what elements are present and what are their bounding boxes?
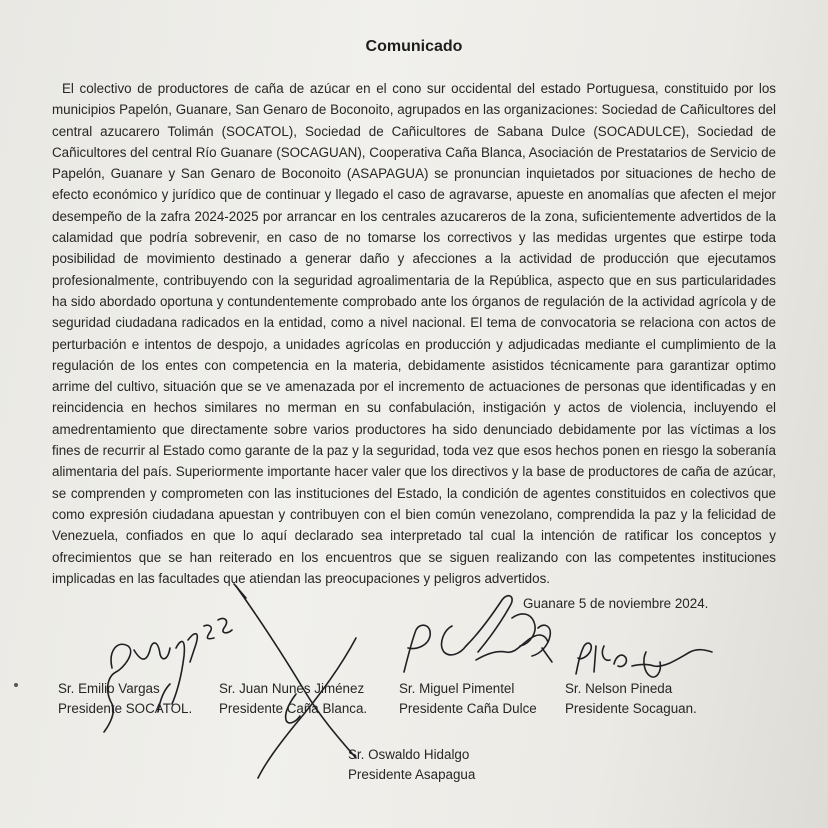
- document-body: El colectivo de productores de caña de azúcar en el cono sur occidental del estado Portuguesa, constituido por los municipios Papelón, Guanare, San Genaro de Boconoito, agrupados en las organizaciones: Sociedad de Cañicultores del central azucarero Tolimán (SOCATOL), Sociedad de Cañicultores de Sabana Dulce (SOCADULCE), Sociedad de Cañicultores del central Río Guanare (SOCAGUAN), Cooperativa Caña Blanca, Asociación de Prestatarios de Servicio de Papelón, Guanare y San Genaro de Boconoito (ASAPAGUA) se pronuncian inquietados por situaciones de hecho de efecto económico y jurídico que de continuar y llegado el caso de agravarse, apueste en anomalías que afecten el mejor desempeño de la zafra 2024-2025 por arrancar en los centrales azucareros de la zona, suficientemente advertidos de la calamidad que podría sobrevenir, en caso de no tomarse los correctivos y las medidas urgentes que estirpe toda posibilidad de movimiento destinado a generar daño y afecciones a la actividad de producción que ejecutamos profesionalmente, contribuyendo con la seguridad agroalimentaria de la República, aspecto que en sus particularidades ha sido abordado oportuna y contundentemente comprobado ante los órganos de regulación de la actividad agrícola y de seguridad ciudadana radicados en la entidad, como a nivel nacional. El tema de convocatoria se relaciona con actos de perturbación e intentos de despojo, a unidades agrícolas en producción y adjudicadas mediante el cumplimiento de la regulación de los entes con competencia en la materia, debidamente asistidos técnicamente para garantizar optimo arrime del cultivo, situación que se ve amenazada por el incremento de actuaciones de personas que identificadas y en reincidencia en hechos similares no merman en su confabulación, instigación y actos de violencia, incluyendo el amedrentamiento que directamente sobre varios productores ha sido denunciado debidamente por las víctimas a los fines de recurrir al Estado como garante de la paz y la seguridad, toda vez que esos hechos ponen en riesgo la soberanía alimentaria del país. Superiormente importante hacer valer que los directivos y la base de productores de caña de azúcar, se comprenden y comprometen con las instituciones del Estado, la condición de agentes constituidos en colectivos que como expresión ciudadana apuestan y contribuyen con el bien común venezolano, comprendida la paz y la felicidad de Venezuela, confiados en que lo aquí declarado sea interpretado tal cual la intención de ratificar los conceptos y ofrecimientos que se han reiterado en los encuentros que se siguen realizando con las competentes instituciones implicadas en las facultades que atiendan las preocupaciones y peligros advertidos.: [52, 81, 776, 586]
- document-title: Comunicado: [365, 38, 463, 55]
- signatory-role: Presidente Socaguan.: [565, 701, 697, 716]
- signatory-name: Sr. Oswaldo Hidalgo: [348, 747, 470, 762]
- signatory-role: Presidente Caña Blanca.: [219, 701, 368, 716]
- signature-block-asapagua: [348, 745, 475, 785]
- signatory-role: Presidente Asapagua: [348, 767, 476, 782]
- signatory-name: Sr. Nelson Pineda: [565, 681, 673, 696]
- stray-ink-dot: [14, 683, 18, 687]
- signatory-name: Sr. Juan Nunes Jiménez: [219, 681, 365, 696]
- signatory-name: Sr. Miguel Pimentel: [399, 681, 515, 696]
- signature-block-cana-dulce: [399, 679, 537, 719]
- signature-block-socatol: [58, 679, 192, 719]
- signature-block-cana-blanca: [219, 679, 367, 719]
- document-date: Guanare 5 de noviembre 2024.: [523, 596, 709, 611]
- signature-block-socaguan: [565, 679, 697, 719]
- signature-nelson-pineda: [576, 643, 712, 677]
- signatory-role: Presidente Caña Dulce: [399, 701, 537, 716]
- signatory-name: Sr. Emilio Vargas: [58, 681, 160, 696]
- signatory-role: Presidente SOCATOL.: [58, 701, 193, 716]
